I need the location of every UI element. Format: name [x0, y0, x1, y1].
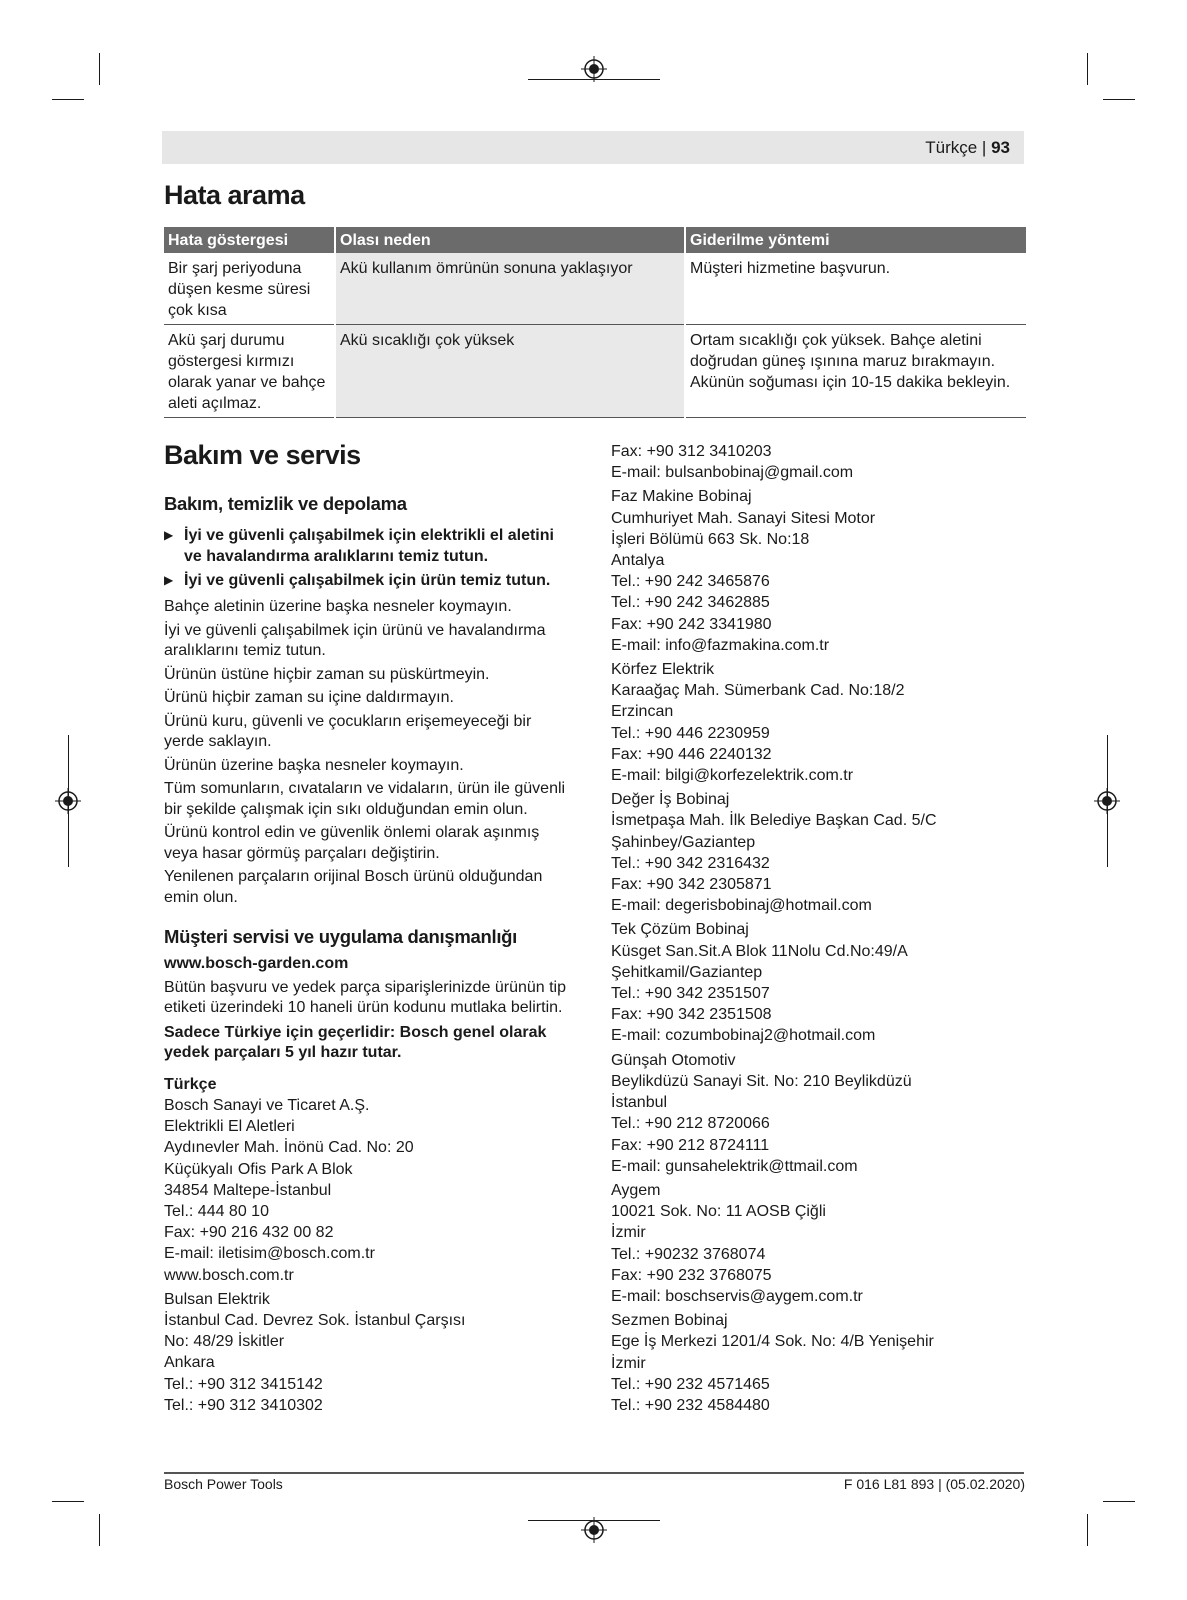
registration-target-icon [581, 1517, 607, 1543]
contact-line: Antalya [611, 552, 665, 570]
contact-line: Aydınevler Mah. İnönü Cad. No: 20 [164, 1139, 414, 1157]
registration-target-icon [581, 56, 607, 82]
contact-line: Bosch Sanayi ve Ticaret A.Ş. [164, 1097, 370, 1114]
contact-block [611, 441, 1031, 483]
contact-line: İzmir [611, 1224, 646, 1242]
contact-line[interactable]: E-mail: bulsanbobinaj@gmail.com [611, 464, 854, 482]
contact-line: Değer İş Bobinaj [611, 791, 730, 809]
contact-line: Küsget San.Sit.A Blok 11Nolu Cd.No:49/A [611, 942, 908, 960]
contact-line: Tel.: +90 342 2351507 [611, 985, 770, 1003]
crop-mark [99, 53, 100, 85]
contact-line: Tel.: +90 242 3465876 [611, 573, 770, 591]
contact-line[interactable]: www.bosch.com.tr [164, 1266, 294, 1284]
remedy-cell: Müşteri hizmetine başvurun. [685, 253, 1026, 325]
contact-line[interactable]: E-mail: gunsahelektrik@ttmail.com [611, 1157, 858, 1175]
contact-line: İşleri Bölümü 663 Sk. No:18 [611, 530, 810, 548]
bullet-triangle-icon: ▶ [164, 573, 174, 587]
paragraph: Ürünü hiçbir zaman su içine daldırmayın. [164, 689, 454, 706]
page-header [162, 131, 1024, 164]
column-header: Olası neden [335, 227, 685, 253]
crop-mark [1103, 99, 1135, 100]
troubleshooting-table [164, 227, 1026, 418]
contact-line: Bulsan Elektrik [164, 1290, 270, 1308]
footer-doc-id: F 016 L81 893 | (05.02.2020) [843, 1476, 1025, 1492]
contact-line: Küçükyalı Ofis Park A Blok [164, 1160, 353, 1178]
header-language: Türkçe [925, 138, 978, 157]
bullet-item [164, 570, 574, 591]
contact-line: Fax: +90 342 2305871 [611, 876, 772, 894]
contact-line: İzmir [611, 1354, 646, 1372]
contact-line: Şehitkamil/Gaziantep [611, 963, 763, 981]
contact-line: Tek Çözüm Bobinaj [611, 921, 749, 939]
contact-line: Körfez Elektrik [611, 661, 715, 679]
paragraph: Ürünü kuru, güvenli ve çocukların erişemeyeceği bir yerde saklayın. [164, 712, 532, 750]
bullet-triangle-icon: ▶ [164, 528, 174, 542]
page-number: 93 [991, 138, 1010, 157]
contact-line: Tel.: +90 312 3415142 [164, 1375, 323, 1393]
bullet-text: İyi ve güvenli çalışabilmek için ürün temiz tutun. [184, 572, 551, 589]
paragraph: Yenilenen parçaların orijinal Bosch ürünü olduğundan emin olun. [164, 868, 543, 906]
cause-cell: Akü sıcaklığı çok yüksek [335, 325, 685, 418]
contact-line[interactable]: E-mail: degerisbobinaj@hotmail.com [611, 897, 872, 915]
contact-line: Şahinbey/Gaziantep [611, 833, 756, 851]
website-link[interactable]: www.bosch-garden.com [164, 955, 349, 972]
column-header: Hata göstergesi [164, 227, 335, 253]
contact-line: İstanbul Cad. Devrez Sok. İstanbul Çarşısı [164, 1312, 466, 1330]
crop-mark [1087, 53, 1088, 85]
contact-line: Aygem [611, 1181, 661, 1199]
crop-mark [52, 99, 84, 100]
contact-line: Fax: +90 216 432 00 82 [164, 1224, 334, 1242]
crop-mark [1087, 1514, 1088, 1546]
service-title: Müşteri servisi ve uygulama danışmanlığı [164, 926, 517, 947]
contacts-right [611, 441, 1031, 1416]
column-header: Giderilme yöntemi [685, 227, 1026, 253]
contact-block [611, 919, 1031, 1046]
contact-line: Fax: +90 312 3410203 [611, 443, 772, 460]
table-row [164, 253, 1026, 325]
contact-line: Tel.: +90 342 2316432 [611, 854, 770, 872]
contact-line: Tel.: +90 212 8720066 [611, 1115, 770, 1133]
right-column [611, 441, 1031, 1419]
contact-block [611, 1050, 1031, 1177]
contact-block [611, 789, 1031, 916]
paragraph: Ürünü kontrol edin ve güvenlik önlemi olarak aşınmış veya hasar görmüş parçaları değiştirin. [164, 824, 540, 862]
service-note: Sadece Türkiye için geçerlidir: Bosch genel olarak yedek parçaları 5 yıl hazır tutar. [164, 1023, 547, 1061]
contact-block [611, 659, 1031, 786]
paragraph: Tüm somunların, cıvataların ve vidaların, ürün ile güvenli bir şekilde çalışmak için sıkı olduğundan emin olun. [164, 780, 566, 818]
contact-line: Fax: +90 342 2351508 [611, 1006, 772, 1024]
contact-line: Cumhuriyet Mah. Sanayi Sitesi Motor [611, 509, 876, 527]
table-header-row [164, 227, 1026, 253]
crop-mark [52, 1501, 84, 1502]
maintenance-title: Bakım ve servis [164, 440, 361, 470]
paragraph: Ürünün üstüne hiçbir zaman su püskürtmeyin. [164, 665, 490, 683]
cause-cell: Akü kullanım ömrünün sonuna yaklaşıyor [335, 253, 685, 325]
contact-block [164, 1095, 574, 1286]
contacts-left [164, 1095, 574, 1416]
paragraph: Bütün başvuru ve yedek parça siparişlerinizde ürünün tip etiketi üzerindeki 10 haneli ürün kodunu mutlaka belirtin. [164, 978, 567, 1016]
contact-line: 10021 Sok. No: 11 AOSB Çiğli [611, 1203, 826, 1221]
crop-mark [1103, 1501, 1135, 1502]
contact-line: Tel.: +90 446 2230959 [611, 724, 770, 742]
table-row [164, 325, 1026, 418]
contact-line: Tel.: +90 242 3462885 [611, 594, 770, 612]
contact-line: Tel.: +90 232 4584480 [611, 1396, 770, 1414]
contact-line: Ege İş Merkezi 1201/4 Sok. No: 4/B Yenişehir [611, 1333, 934, 1351]
symptom-cell: Akü şarj durumu göstergesi kırmızı olarak yanar ve bahçe aleti açılmaz. [164, 325, 335, 418]
contact-line: Tel.: +90 312 3410302 [164, 1396, 323, 1414]
footer-rule [164, 1472, 1024, 1474]
contact-block [611, 1180, 1031, 1307]
bullet-item [164, 525, 574, 567]
footer-brand: Bosch Power Tools [164, 1476, 283, 1492]
contact-block [611, 1310, 1031, 1416]
contact-line: İstanbul [611, 1094, 668, 1112]
contact-line[interactable]: E-mail: bilgi@korfezelektrik.com.tr [611, 767, 854, 785]
crop-mark [99, 1514, 100, 1546]
contact-line: Erzincan [611, 703, 674, 721]
contact-line: Beylikdüzü Sanayi Sit. No: 210 Beylikdüzü [611, 1072, 912, 1090]
contact-line[interactable]: E-mail: info@fazmakina.com.tr [611, 636, 830, 654]
contact-line: Karaağaç Mah. Sümerbank Cad. No:18/2 [611, 682, 905, 700]
contact-line: Faz Makine Bobinaj [611, 488, 752, 506]
contact-line: İsmetpaşa Mah. İlk Belediye Başkan Cad. 5/C [611, 812, 937, 830]
contact-line: Fax: +90 212 8724111 [611, 1136, 770, 1154]
registration-target-icon [1094, 788, 1120, 814]
contact-line[interactable]: E-mail: iletisim@bosch.com.tr [164, 1245, 375, 1263]
contact-line[interactable]: E-mail: boschservis@aygem.com.tr [611, 1287, 863, 1305]
country-heading: Türkçe [164, 1075, 217, 1093]
header-text: Türkçe | 93 [925, 138, 1010, 157]
symptom-cell: Bir şarj periyoduna düşen kesme süresi çok kısa [164, 253, 335, 325]
contact-line[interactable]: E-mail: cozumbobinaj2@hotmail.com [611, 1027, 876, 1045]
registration-target-icon [55, 788, 81, 814]
paragraph: Bahçe aletinin üzerine başka nesneler koymayın. [164, 598, 512, 615]
contact-line: 34854 Maltepe-İstanbul [164, 1181, 332, 1199]
contact-line: No: 48/29 İskitler [164, 1333, 285, 1351]
contact-line: Sezmen Bobinaj [611, 1312, 728, 1330]
contact-line: Tel.: +90232 3768074 [611, 1245, 766, 1263]
contact-line: Tel.: +90 232 4571465 [611, 1375, 770, 1393]
left-column [164, 440, 574, 1419]
remedy-cell: Ortam sıcaklığı çok yüksek. Bahçe aletini doğrudan güneş ışınına maruz bırakmayın. Akünün soğuması için 10-15 dakika bekleyin. [685, 325, 1026, 418]
contact-line: Fax: +90 232 3768075 [611, 1266, 772, 1284]
paragraph: İyi ve güvenli çalışabilmek için ürünü ve havalandırma aralıklarını temiz tutun. [164, 621, 546, 659]
contact-line: Ankara [164, 1354, 215, 1372]
contact-line: Tel.: 444 80 10 [164, 1203, 269, 1221]
contact-line: Günşah Otomotiv [611, 1051, 736, 1069]
contact-line: Fax: +90 446 2240132 [611, 745, 772, 763]
maintenance-subtitle: Bakım, temizlik ve depolama [164, 493, 407, 514]
paragraph: Ürünün üzerine başka nesneler koymayın. [164, 756, 464, 774]
contact-block [164, 1289, 574, 1416]
troubleshooting-title: Hata arama [164, 180, 305, 210]
contact-line: Elektrikli El Aletleri [164, 1118, 295, 1136]
contact-line: Fax: +90 242 3341980 [611, 615, 772, 633]
bullet-text: İyi ve güvenli çalışabilmek için elektrikli el aletini ve havalandırma aralıklarını temiz tutun. [184, 527, 554, 565]
contact-block [611, 486, 1031, 656]
